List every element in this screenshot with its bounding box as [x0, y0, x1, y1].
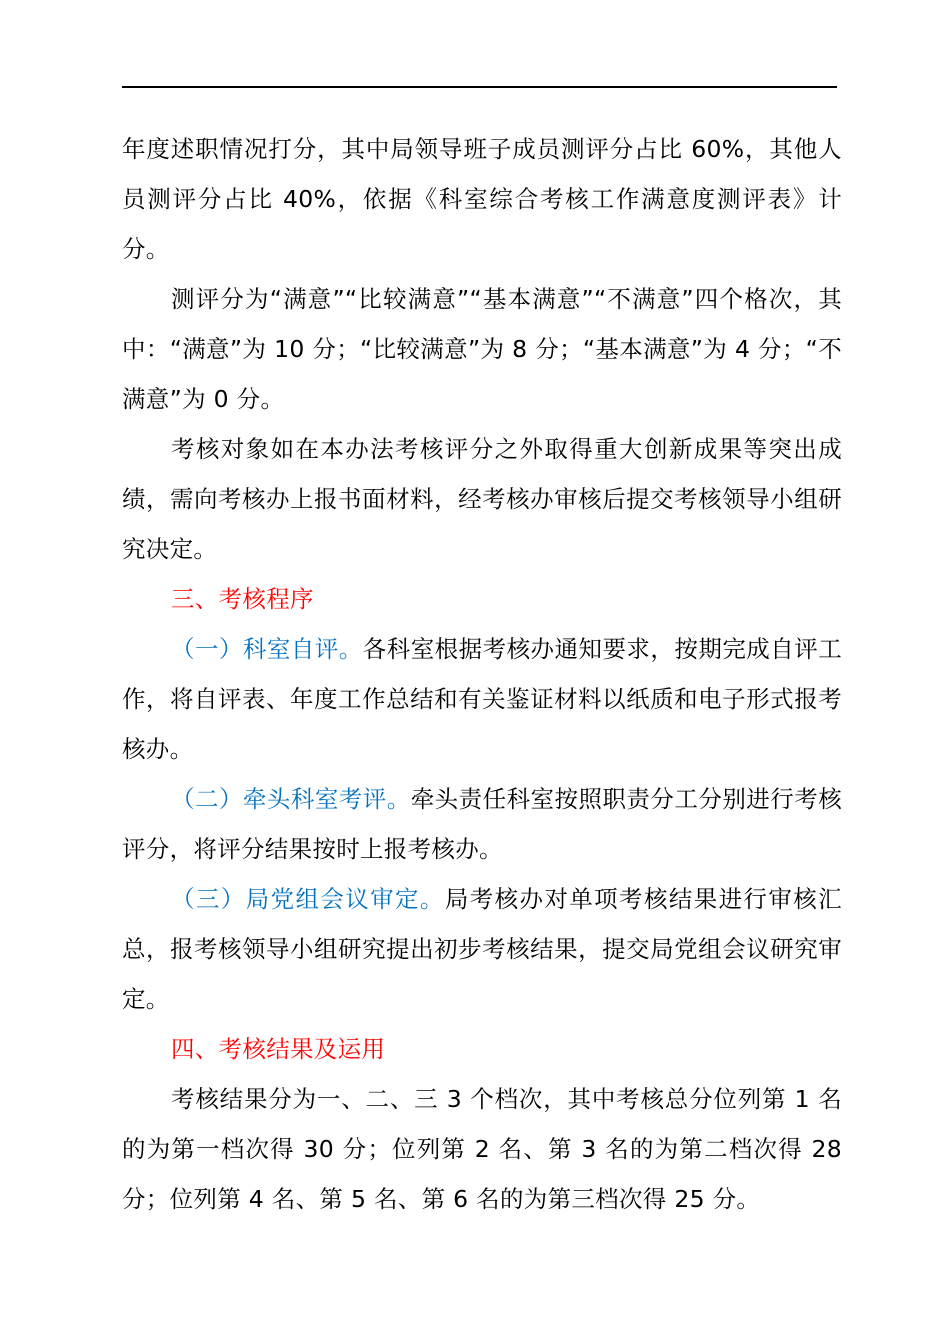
paragraph-scoring-ratio: 年度述职情况打分，其中局领导班子成员测评分占比 60%，其他人员测评分占比 40%，依据《科室综合考核工作满意度测评表》计分。 [122, 135, 842, 263]
header-rule [122, 86, 837, 88]
paragraph-result-tiers: 考核结果分为一、二、三 3 个档次，其中考核总分位列第 1 名的为第一档次得 30 分；位列第 2 名、第 3 名的为第二档次得 28 分；位列第 4 名、第 5 名、第 6 名的为第三档次得 25 分。 [122, 1085, 842, 1213]
section-heading-procedure: 三、考核程序 [171, 585, 314, 613]
paragraph-self-assessment [122, 624, 842, 774]
paragraph-self-assessment-body: 各科室根据考核办通知要求，按期完成自评工作，将自评表、年度工作总结和有关鉴证材料以纸质和电子形式报考核办。 [122, 635, 842, 763]
section-heading-results: 四、考核结果及运用 [171, 1035, 386, 1063]
paragraph-party-group-approval-body: 局考核办对单项考核结果进行审核汇总，报考核领导小组研究提出初步考核结果，提交局党组会议研究审定。 [122, 885, 842, 1013]
subheading-self-assessment: （一）科室自评。 [171, 635, 363, 663]
paragraph-lead-office-review-body: 牵头责任科室按照职责分工分别进行考核评分，将评分结果按时上报考核办。 [122, 785, 842, 863]
paragraph-lead-office-review [122, 774, 842, 874]
document-body [122, 124, 842, 1224]
subheading-party-group-approval: （三）局党组会议审定。 [171, 885, 445, 913]
paragraph-rating-levels: 测评分为“满意”“比较满意”“基本满意”“不满意”四个格次，其中：“满意”为 10 分；“比较满意”为 8 分；“基本满意”为 4 分；“不满意”为 0 分。 [122, 285, 842, 413]
paragraph-party-group-approval [122, 874, 842, 1024]
subheading-lead-office-review: （二）牵头科室考评。 [171, 785, 411, 813]
paragraph-innovation-results: 考核对象如在本办法考核评分之外取得重大创新成果等突出成绩，需向考核办上报书面材料，经考核办审核后提交考核领导小组研究决定。 [122, 435, 842, 563]
